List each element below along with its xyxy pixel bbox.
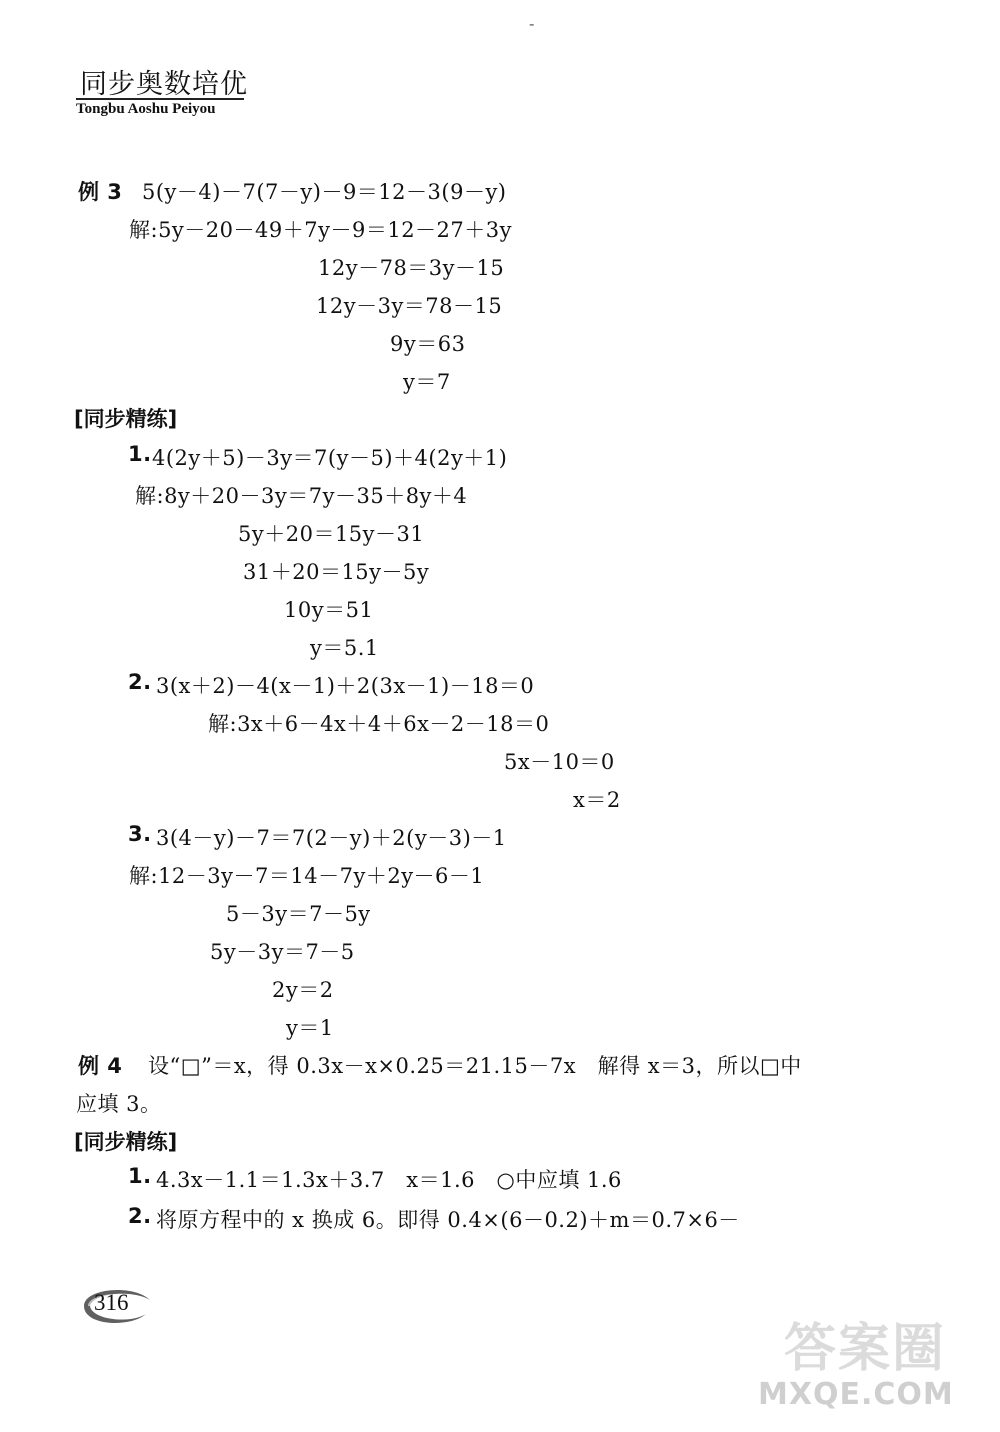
practice-2-q2-label: 2. (128, 1204, 152, 1228)
page-number-badge (74, 1284, 156, 1328)
watermark-logo (744, 1306, 984, 1416)
top-mark: - (529, 14, 535, 33)
practice-heading-1: [同步精练] (74, 407, 178, 431)
practice-1-q1-step-4: 10y＝51 (284, 598, 374, 622)
example-3-step-3: 12y－3y＝78－15 (316, 294, 503, 318)
practice-1-q2-answer: x＝2 (573, 788, 621, 812)
practice-1-q1-equation: 4(2y＋5)－3y＝7(y－5)＋4(2y＋1) (152, 446, 508, 470)
example-4-label: 例 4 (78, 1054, 123, 1078)
practice-1-q1-label: 1. (128, 442, 152, 466)
example-4-text-line-2: 应填 3。 (76, 1092, 162, 1116)
practice-1-q2-step-1: 解:3x＋6－4x＋4＋6x－2－18＝0 (208, 712, 550, 736)
example-3-step-2: 12y－78＝3y－15 (318, 256, 505, 280)
example-3-answer: y＝7 (403, 370, 451, 394)
watermark-text-en: MXQE.COM (758, 1377, 954, 1412)
practice-1-q1-step-1: 解:8y＋20－3y＝7y－35＋8y＋4 (135, 484, 468, 508)
practice-heading-2: [同步精练] (74, 1130, 178, 1154)
header-divider (76, 98, 244, 100)
practice-1-q3-equation: 3(4－y)－7＝7(2－y)＋2(y－3)－1 (156, 826, 507, 850)
practice-1-q1-answer: y＝5.1 (310, 636, 379, 660)
example-3-label: 例 3 (78, 180, 123, 204)
practice-1-q3-label: 3. (128, 822, 152, 846)
practice-1-q1-step-3: 31＋20＝15y－5y (243, 560, 430, 584)
practice-1-q2-label: 2. (128, 670, 152, 694)
book-title-cn: 同步奥数培优 (80, 69, 248, 100)
example-3-equation: 5(y－4)－7(7－y)－9＝12－3(9－y) (142, 180, 507, 204)
practice-1-q3-answer: y＝1 (286, 1016, 334, 1040)
practice-1-q3-step-3: 5y－3y＝7－5 (210, 940, 355, 964)
practice-1-q3-step-1: 解:12－3y－7＝14－7y＋2y－6－1 (129, 864, 485, 888)
practice-2-q2-text: 将原方程中的 x 换成 6。即得 0.4×(6－0.2)＋m＝0.7×6－ (156, 1208, 740, 1232)
example-3-step-1: 解:5y－20－49＋7y－9＝12－27＋3y (129, 218, 512, 242)
page-number: 316 (94, 1290, 129, 1315)
book-title-en: Tongbu Aoshu Peiyou (76, 101, 216, 117)
example-4-text-line-1: 设“□”＝x，得 0.3x－x×0.25＝21.15－7x 解得 x＝3，所以□中 (148, 1054, 802, 1078)
example-3-step-4: 9y＝63 (390, 332, 466, 356)
watermark-text-cn: 答案圈 (784, 1319, 947, 1379)
practice-1-q1-step-2: 5y＋20＝15y－31 (238, 522, 425, 546)
practice-1-q2-step-2: 5x－10＝0 (504, 750, 615, 774)
practice-2-q1-text: 4.3x－1.1＝1.3x＋3.7 x＝1.6 ○中应填 1.6 (156, 1168, 622, 1192)
practice-1-q3-step-2: 5－3y＝7－5y (226, 902, 371, 926)
practice-1-q3-step-4: 2y＝2 (272, 978, 334, 1002)
practice-1-q2-equation: 3(x＋2)－4(x－1)＋2(3x－1)－18＝0 (156, 674, 535, 698)
practice-2-q1-label: 1. (128, 1164, 152, 1188)
